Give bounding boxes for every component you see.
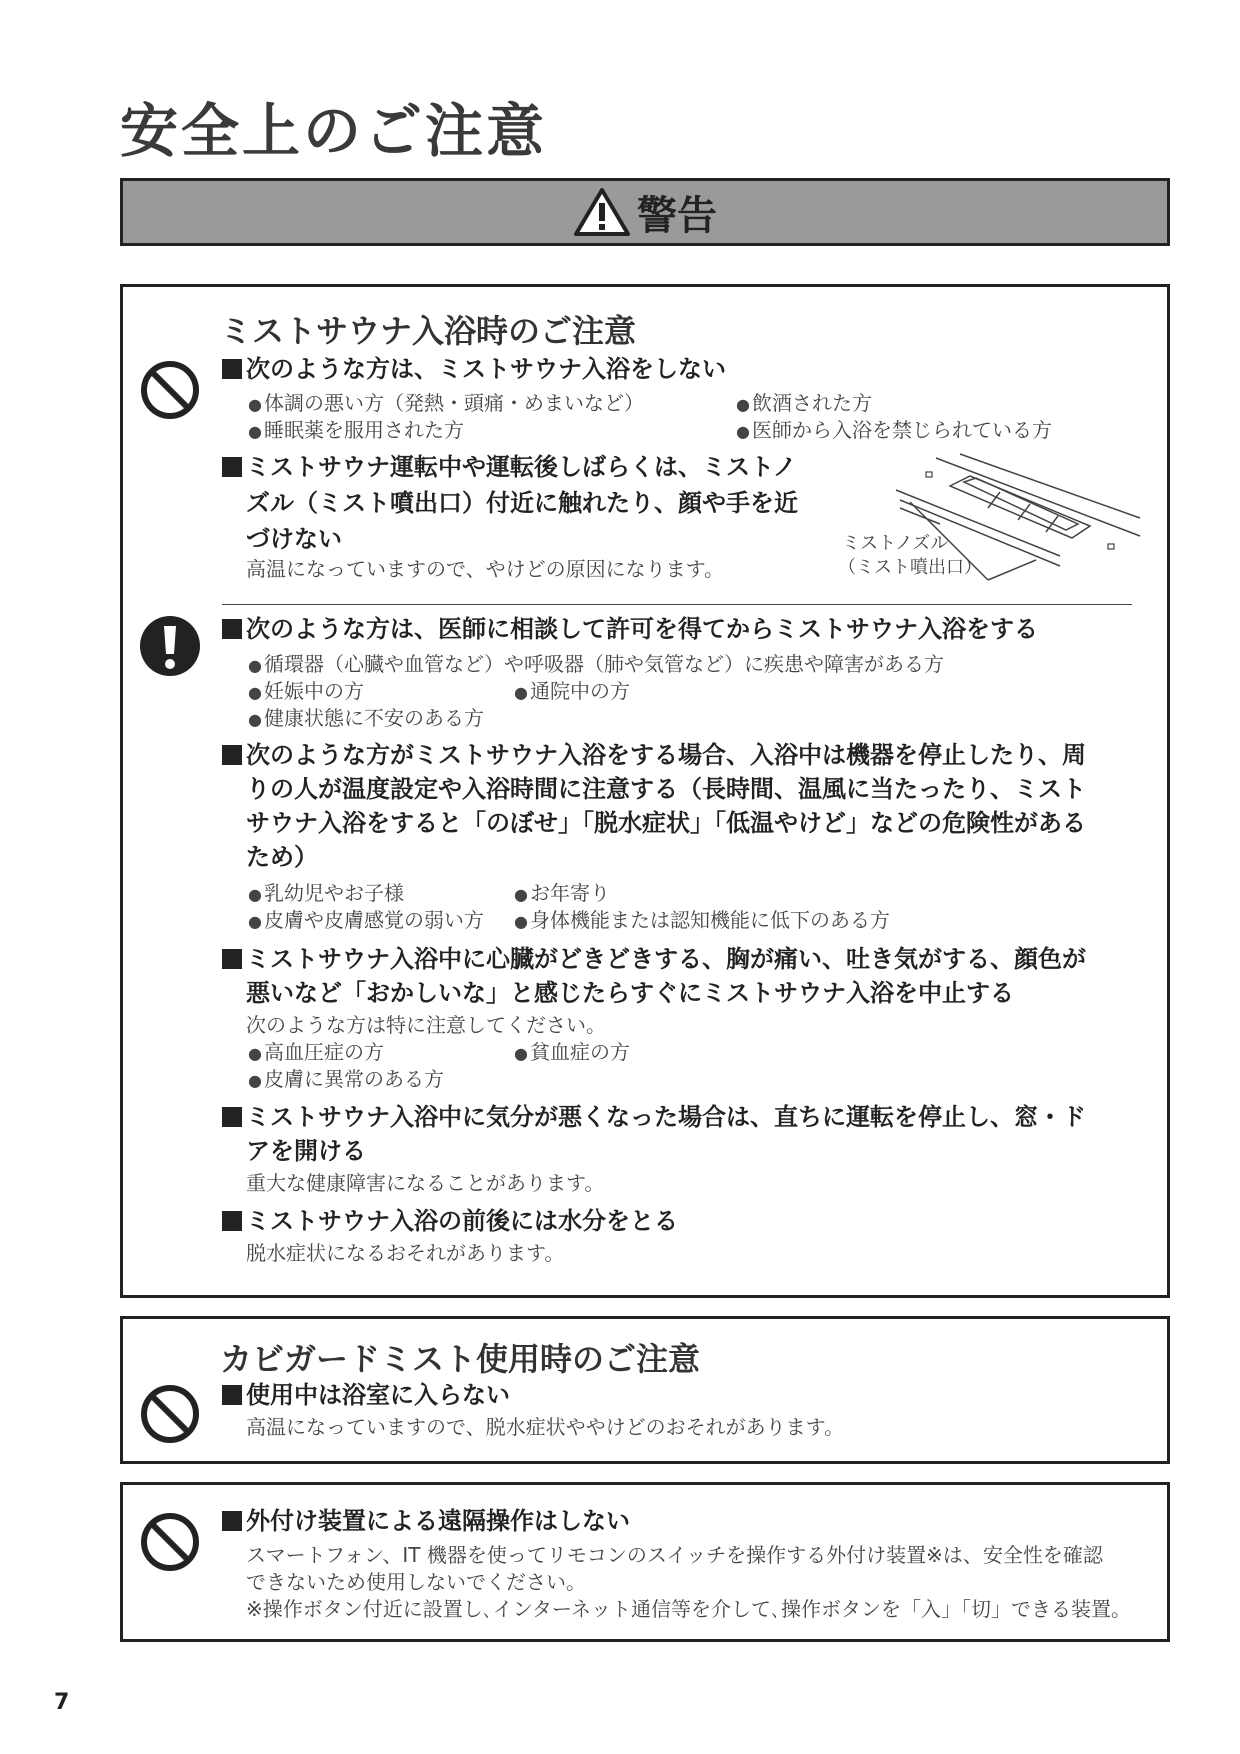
mist-heading-4-line: りの人が温度設定や入浴時間に注意する（長時間、温風に当たったり、ミスト: [246, 775, 1086, 803]
list-item: ● 医師から入浴を禁じられている方: [736, 417, 1052, 445]
mist-sauna-title: ミストサウナ入浴時のご注意: [220, 312, 637, 350]
list-item: ● 体調の悪い方（発熱・頭痛・めまいなど）: [248, 390, 644, 418]
list-item: ● 高血圧症の方: [248, 1039, 384, 1067]
list-item: ● 通院中の方: [514, 678, 630, 706]
bullet-square: [222, 619, 242, 639]
remote-note-line: ※操作ボタン付近に設置し､インターネット通信等を介して､操作ボタンを「入」「切」できる装置。: [246, 1597, 1131, 1621]
mist-heading-6-line: アを開ける: [246, 1137, 366, 1165]
kabi-heading-1: 使用中は浴室に入らない: [222, 1378, 510, 1412]
mist-heading-5: ミストサウナ入浴中に心臓がどきどきする、胸が痛い、吐き気がする、顔色が: [222, 942, 1086, 976]
list-item: ● 妊娠中の方: [248, 678, 364, 706]
mist-heading-7: ミストサウナ入浴の前後には水分をとる: [222, 1204, 678, 1238]
mist-heading-2: ミストサウナ運転中や運転後しばらくは、ミストノ: [222, 450, 797, 484]
mist-heading-4: 次のような方がミストサウナ入浴をする場合、入浴中は機器を停止したり、周: [222, 738, 1086, 772]
mist-heading-5-line: 悪いなど「おかしいな」と感じたらすぐにミストサウナ入浴を中止する: [246, 979, 1014, 1007]
remote-heading-1: 外付け装置による遠隔操作はしない: [222, 1504, 630, 1538]
warning-banner: [120, 178, 1170, 246]
list-item: ● 睡眠薬を服用された方: [248, 417, 464, 445]
prohibited-icon: [138, 358, 202, 422]
bullet-square: [222, 1511, 242, 1531]
warning-triangle-icon: [573, 187, 631, 237]
list-item: ● 身体機能または認知機能に低下のある方: [514, 907, 890, 935]
bullet-square: [222, 745, 242, 765]
bullet-square: [222, 457, 242, 477]
page-number: 7: [54, 1690, 70, 1715]
mist-heading-6-note: 重大な健康障害になることがあります。: [246, 1171, 605, 1195]
list-item: ● 皮膚や皮膚感覚の弱い方: [248, 907, 484, 935]
bullet-square: [222, 1211, 242, 1231]
mist-heading-1: 次のような方は、ミストサウナ入浴をしない: [222, 352, 726, 386]
kabi-guard-title: カビガードミスト使用時のご注意: [220, 1340, 701, 1378]
list-item: ● 飲酒された方: [736, 390, 872, 418]
bullet-square: [222, 359, 242, 379]
warning-label: 警告: [637, 192, 717, 239]
mist-heading-7-note: 脱水症状になるおそれがあります。: [246, 1241, 565, 1265]
remote-note-line: できないため使用しないでください。: [246, 1570, 586, 1594]
list-item: ● 循環器（心臓や血管など）や呼吸器（肺や気管など）に疾患や障害がある方: [248, 651, 944, 679]
mist-heading-5-note: 次のような方は特に注意してください。: [246, 1013, 606, 1037]
figure-label: （ミスト噴出口）: [838, 557, 982, 578]
list-item: ● 貧血症の方: [514, 1039, 630, 1067]
list-item: ● 健康状態に不安のある方: [248, 705, 484, 733]
divider: [222, 604, 1132, 605]
prohibited-icon: [138, 1382, 202, 1446]
mist-heading-4-line: ため）: [246, 843, 318, 871]
mist-heading-2-line: ズル（ミスト噴出口）付近に触れたり、顔や手を近: [246, 489, 798, 517]
page-title: 安全上のご注意: [120, 97, 548, 165]
mist-heading-2-line: づけない: [246, 525, 342, 553]
remote-note-line: スマートフォン、IT 機器を使ってリモコンのスイッチを操作する外付け装置※は、安全性を確認: [246, 1543, 1103, 1567]
mist-heading-2-note: 高温になっていますので、やけどの原因になります。: [246, 557, 724, 581]
kabi-heading-1-note: 高温になっていますので、脱水症状ややけどのおそれがあります。: [246, 1415, 844, 1439]
list-item: ● お年寄り: [514, 880, 610, 908]
bullet-square: [222, 949, 242, 969]
bullet-square: [222, 1385, 242, 1405]
prohibited-icon: [138, 1510, 202, 1574]
bullet-square: [222, 1107, 242, 1127]
list-item: ● 皮膚に異常のある方: [248, 1066, 444, 1094]
mist-heading-6: ミストサウナ入浴中に気分が悪くなった場合は、直ちに運転を停止し、窓・ド: [222, 1100, 1086, 1134]
mist-heading-3: 次のような方は、医師に相談して許可を得てからミストサウナ入浴をする: [222, 612, 1038, 646]
figure-label: ミストノズル: [842, 533, 949, 554]
mandatory-icon: [138, 614, 202, 678]
mist-heading-4-line: サウナ入浴をすると「のぼせ」「脱水症状」「低温やけど」などの危険性がある: [246, 809, 1086, 837]
list-item: ● 乳幼児やお子様: [248, 880, 404, 908]
